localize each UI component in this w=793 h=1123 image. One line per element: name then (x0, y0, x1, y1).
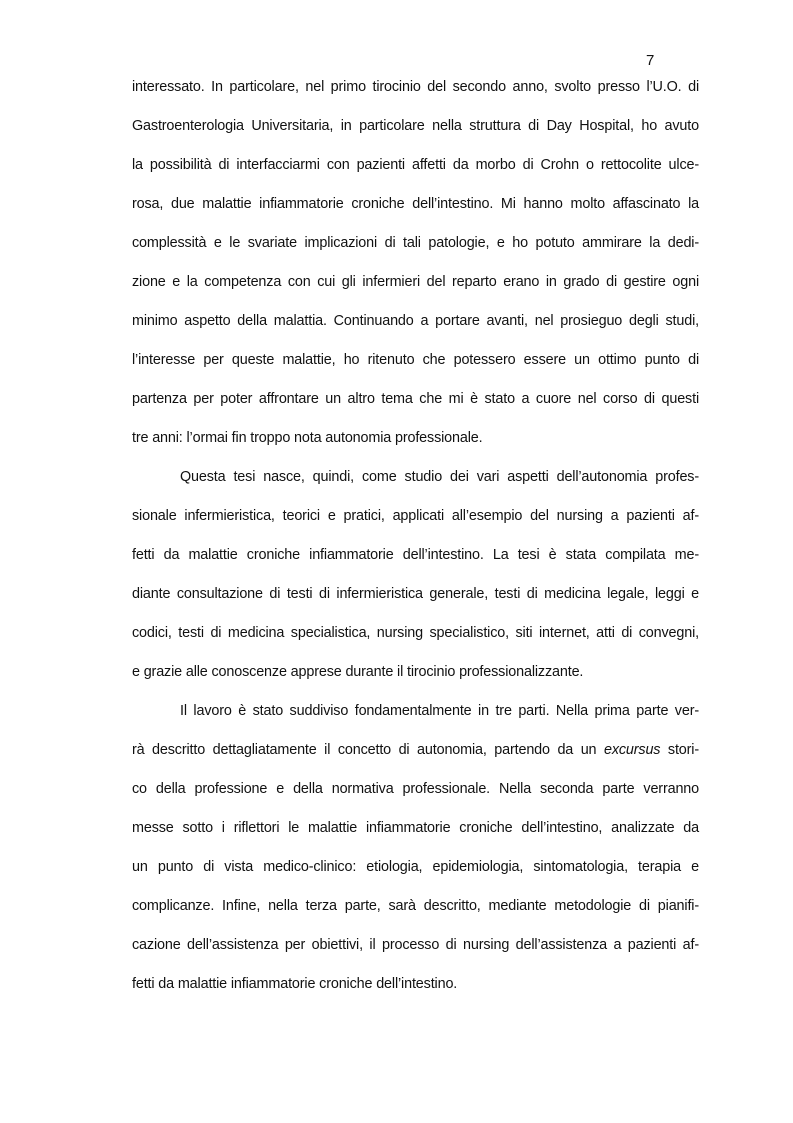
text-line: partenza per poter affrontare un altro tema che mi è stato a cuore nel corso di questi (132, 391, 699, 407)
text-line: tre anni: l’ormai fin troppo nota autonomia professionale. (132, 430, 483, 446)
text-line: co della professione e della normativa professionale. Nella seconda parte verranno (132, 781, 699, 797)
emphasis-excursus: excursus (603, 742, 661, 758)
text-line: diante consultazione di testi di infermieristica generale, testi di medicina legale, leggi e (132, 586, 699, 602)
text-line: rosa, due malattie infiammatorie croniche dell’intestino. Mi hanno molto affascinato la (132, 196, 699, 212)
text-run: stori- (660, 742, 699, 758)
text-line: Gastroenterologia Universitaria, in particolare nella struttura di Day Hospital, ho avuto (132, 118, 699, 134)
text-line: un punto di vista medico-clinico: etiologia, epidemiologia, sintomatologia, terapia e (132, 859, 699, 875)
text-line: cazione dell’assistenza per obiettivi, il processo di nursing dell’assistenza a pazienti af- (132, 937, 699, 953)
text-line: e grazie alle conoscenze apprese durante il tirocinio professionalizzante. (132, 664, 584, 680)
text-line: complessità e le svariate implicazioni di tali patologie, e ho potuto ammirare la dedi- (132, 235, 699, 251)
text-line: zione e la competenza con cui gli infermieri del reparto erano in grado di gestire ogni (132, 274, 699, 290)
text-line-with-emphasis (132, 740, 699, 760)
text-line: sionale infermieristica, teorici e pratici, applicati all’esempio del nursing a pazienti af- (132, 508, 699, 524)
text-line: fetti da malattie croniche infiammatorie dell’intestino. La tesi è stata compilata me- (132, 547, 699, 563)
text-line: Questa tesi nasce, quindi, come studio dei vari aspetti dell’autonomia profes- (180, 469, 699, 485)
text-line: interessato. In particolare, nel primo tirocinio del secondo anno, svolto presso l’U.O. di (132, 79, 699, 95)
text-line: l’interesse per queste malattie, ho ritenuto che potessero essere un ottimo punto di (132, 352, 699, 368)
text-line: la possibilità di interfacciarmi con pazienti affetti da morbo di Crohn o rettocolite ulce- (132, 157, 699, 173)
text-line: complicanze. Infine, nella terza parte, sarà descritto, mediante metodologie di pianifi- (132, 898, 699, 914)
page-number: 7 (646, 52, 655, 69)
text-line: messe sotto i riflettori le malattie infiammatorie croniche dell’intestino, analizzate da (132, 820, 699, 836)
text-line: minimo aspetto della malattia. Continuando a portare avanti, nel prosieguo degli studi, (132, 313, 699, 329)
text-line: Il lavoro è stato suddiviso fondamentalmente in tre parti. Nella prima parte ver- (180, 703, 699, 719)
text-line: fetti da malattie infiammatorie croniche dell’intestino. (132, 976, 458, 992)
text-run: rà descritto dettagliatamente il concetto di autonomia, partendo da un (132, 742, 604, 758)
text-line: codici, testi di medicina specialistica, nursing specialistico, siti internet, atti di convegni, (132, 625, 699, 641)
